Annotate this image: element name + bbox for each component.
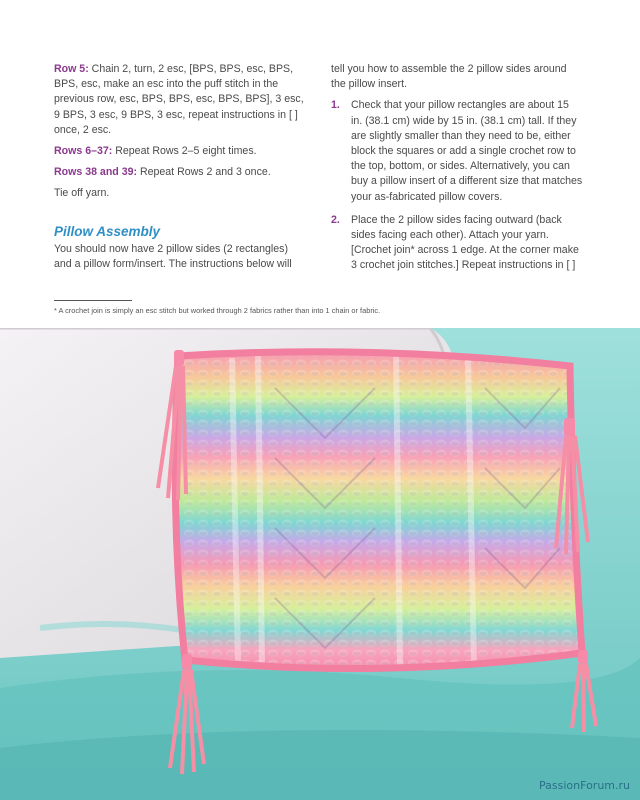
footnote: * A crochet join is simply an esc stitch but worked through 2 fabrics rather than into 1 chain or fabric. xyxy=(54,306,381,315)
pillow-photo-illustration xyxy=(0,328,640,800)
rows38-text: Repeat Rows 2 and 3 once. xyxy=(137,166,271,179)
step-2-number: 2. xyxy=(331,213,340,226)
row5-paragraph xyxy=(54,62,304,138)
pillow-photo xyxy=(0,328,640,800)
step-1-text: Check that your pillow rectangles are about 15 in. (38.1 cm) wide by 15 in. (38.1 cm) tall. If they are slightly smaller than they need to be, either block the squares or add a single crochet row to the top, bottom, or sides. Alternatively, you can buy a pillow insert of a different size that matches your as-fabricated pillow covers. xyxy=(351,99,583,203)
watermark: PassionForum.ru xyxy=(539,779,630,792)
step-2 xyxy=(331,213,583,274)
row5-text: Chain 2, turn, 2 esc, [BPS, BPS, esc, BPS, BPS, esc, make an esc into the puff stitch in the previous row, esc, BPS, BPS, esc, BPS, BPS], 3 esc, 9 BPS, 3 esc, 9 BPS, 3 esc, repeat instructions in [ ] once, 2 esc. xyxy=(54,63,304,136)
row5-label: Row 5: xyxy=(54,63,89,75)
footnote-divider xyxy=(54,300,132,301)
assembly-intro-paragraph: You should now have 2 pillow sides (2 rectangles) and a pillow form/insert. The instructions below will xyxy=(54,242,292,270)
tie-off-paragraph: Tie off yarn. xyxy=(54,187,110,200)
step-2-text: Place the 2 pillow sides facing outward (back sides facing each other). Attach your yarn. [Crochet join* across 1 edge. At the corner make 3 crochet join stitches.] Repeat instructions in [ ] xyxy=(351,213,579,272)
step-1-number: 1. xyxy=(331,99,340,112)
crochet-pillow xyxy=(175,352,582,669)
step-1 xyxy=(331,98,583,204)
left-column xyxy=(54,62,304,278)
rows6-text: Repeat Rows 2–5 eight times. xyxy=(112,145,257,158)
rows6-paragraph xyxy=(54,144,304,159)
rows38-label: Rows 38 and 39: xyxy=(54,166,138,179)
rows6-label: Rows 6–37: xyxy=(54,145,113,158)
continuation-paragraph: tell you how to assemble the 2 pillow sides around the pillow insert. xyxy=(331,63,567,91)
pillow-assembly-heading: Pillow Assembly xyxy=(54,223,161,239)
right-column xyxy=(331,62,583,282)
rows38-paragraph xyxy=(54,165,304,180)
